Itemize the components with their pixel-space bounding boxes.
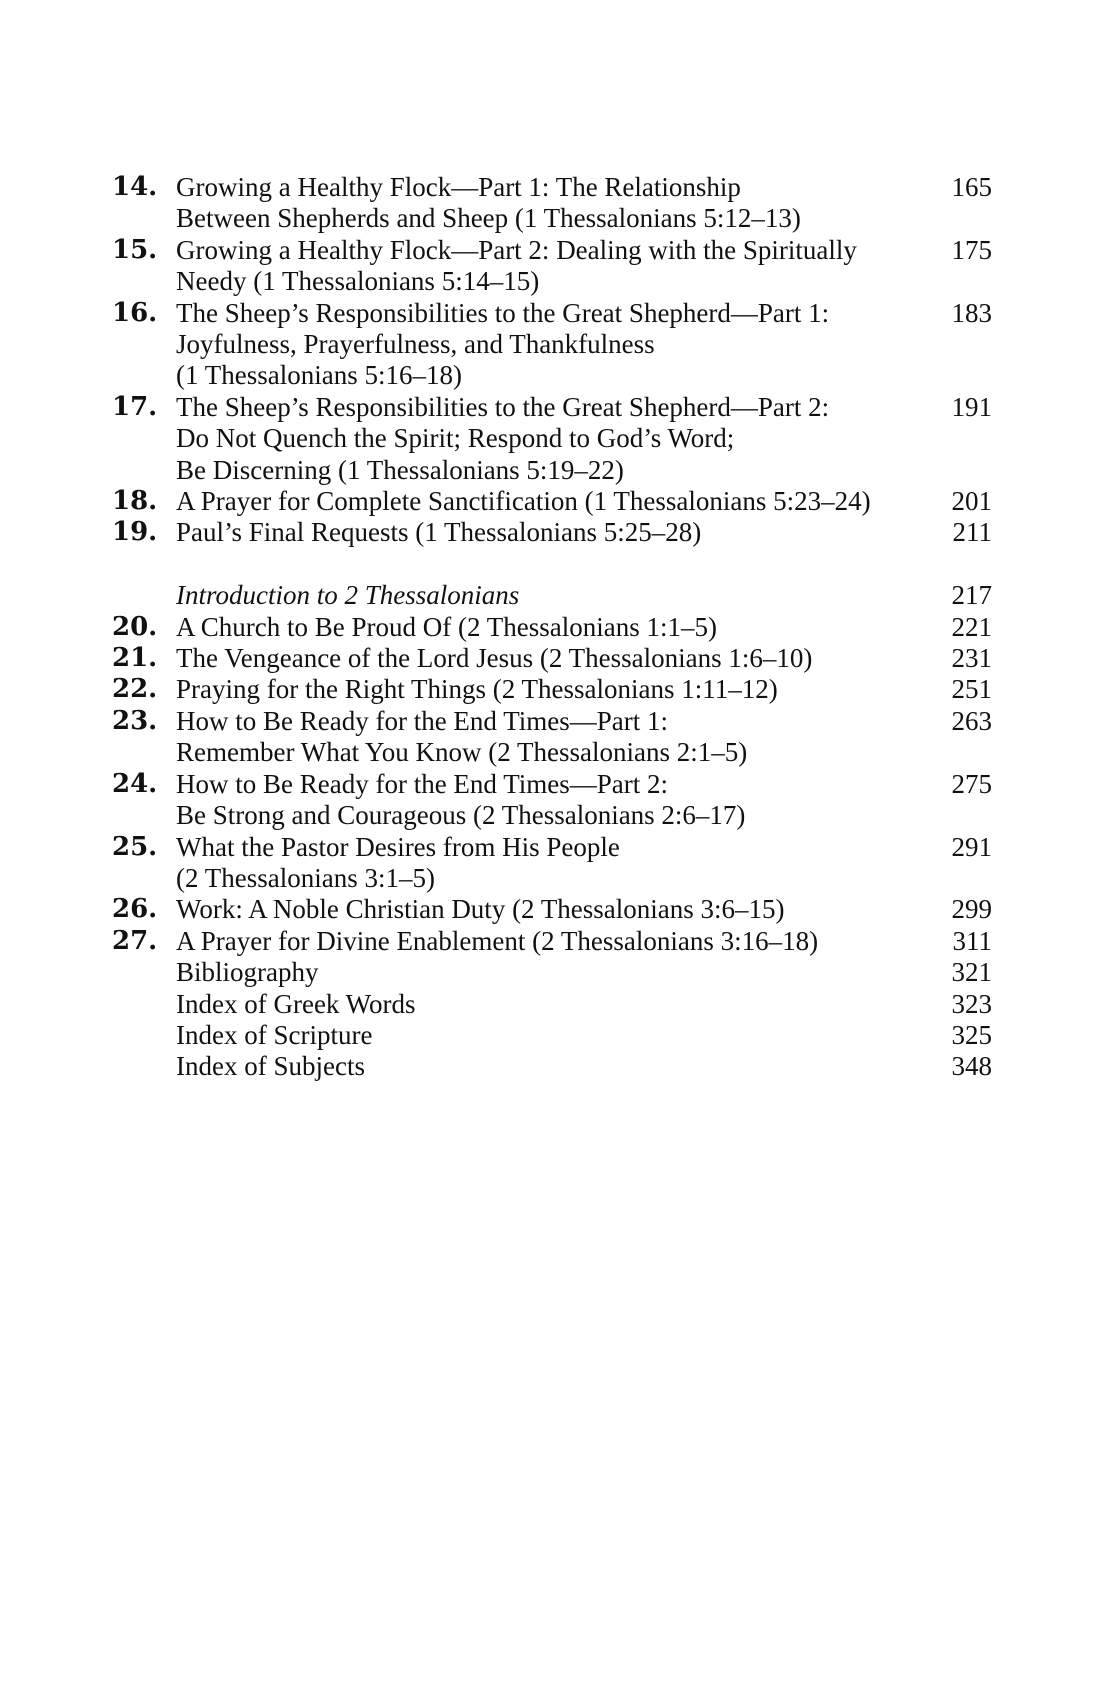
page-number: 191 xyxy=(951,391,992,422)
entry-title: How to Be Ready for the End Times—Part 2: Be Strong and Courageous (2 Thessalonians 2:6–17) xyxy=(176,768,746,831)
entry-title: Introduction to 2 Thessalonians xyxy=(176,580,520,611)
entry-title: Praying for the Right Things (2 Thessalonians 1:11–12) xyxy=(176,674,778,705)
toc-back-matter xyxy=(112,957,992,1083)
entry-title: The Sheep’s Responsibilities to the Great Shepherd—Part 2: Do Not Quench the Spirit; Respond to God’s Word; Be Discerning (1 Thessalonians 5:19–22) xyxy=(176,391,830,485)
chapter-number: 18. xyxy=(112,486,158,517)
chapter-number xyxy=(112,957,176,988)
entry-title: Index of Subjects xyxy=(176,1051,365,1082)
page-number: 221 xyxy=(951,611,992,642)
toc-entry xyxy=(112,832,992,895)
entry-title: The Sheep’s Responsibilities to the Great Shepherd—Part 1: Joyfulness, Prayerfulness, and Thankfulness (1 Thessalonians 5:16–18) xyxy=(176,297,830,391)
page-number: 175 xyxy=(951,234,992,265)
toc-group-1-thessalonians xyxy=(112,172,992,549)
toc-entry-introduction xyxy=(112,580,992,611)
page-number: 211 xyxy=(952,517,992,548)
entry-title: Bibliography xyxy=(176,957,319,988)
page-number: 348 xyxy=(951,1051,992,1082)
entry-title: A Prayer for Complete Sanctification (1 Thessalonians 5:23–24) xyxy=(176,486,871,517)
page-number: 251 xyxy=(951,674,992,705)
chapter-number: 16. xyxy=(112,297,158,328)
chapter-number: 20. xyxy=(112,611,158,642)
toc-entry xyxy=(112,926,992,957)
entry-title: Growing a Healthy Flock—Part 2: Dealing with the Spiritually Needy (1 Thessalonians 5:14–15) xyxy=(176,234,857,297)
toc-entry xyxy=(112,172,992,235)
page-number: 275 xyxy=(951,768,992,799)
entry-title: Work: A Noble Christian Duty (2 Thessalonians 3:6–15) xyxy=(176,894,785,925)
page-number: 299 xyxy=(951,894,992,925)
toc-entry xyxy=(112,486,992,517)
entry-title: What the Pastor Desires from His People (2 Thessalonians 3:1–5) xyxy=(176,831,620,893)
section-spacer xyxy=(112,549,992,580)
chapter-number: 15. xyxy=(112,234,158,265)
page-number: 321 xyxy=(951,957,992,988)
page-number: 217 xyxy=(951,580,992,611)
toc-entry xyxy=(112,674,992,705)
toc-entry xyxy=(112,1020,992,1051)
toc-entry xyxy=(112,517,992,548)
chapter-number: 27. xyxy=(112,925,158,956)
chapter-number xyxy=(112,989,176,1020)
entry-title: How to Be Ready for the End Times—Part 1: Remember What You Know (2 Thessalonians 2:1–5) xyxy=(176,705,748,768)
toc-entry xyxy=(112,957,992,988)
entry-title: Paul’s Final Requests (1 Thessalonians 5:25–28) xyxy=(176,517,702,548)
chapter-number: 25. xyxy=(112,831,158,862)
toc-entry xyxy=(112,643,992,674)
chapter-number xyxy=(112,1020,176,1051)
toc-entry xyxy=(112,989,992,1020)
page-number: 183 xyxy=(951,297,992,328)
page-number: 291 xyxy=(951,831,992,862)
page-number: 323 xyxy=(951,988,992,1019)
chapter-number: 14. xyxy=(112,172,158,202)
chapter-number: 19. xyxy=(112,517,158,548)
toc-entry xyxy=(112,392,992,486)
entry-title: The Vengeance of the Lord Jesus (2 Thessalonians 1:6–10) xyxy=(176,643,813,674)
entry-title: Growing a Healthy Flock—Part 1: The Relationship Between Shepherds and Sheep (1 Thessalonians 5:12–13) xyxy=(176,172,801,234)
page-number: 201 xyxy=(951,486,992,517)
chapter-number: 22. xyxy=(112,674,158,705)
chapter-number xyxy=(112,1051,176,1082)
table-of-contents xyxy=(112,172,992,1083)
toc-entry xyxy=(112,894,992,925)
chapter-number: 17. xyxy=(112,391,158,422)
entry-title: Index of Scripture xyxy=(176,1019,373,1050)
toc-entry xyxy=(112,706,992,769)
page-number: 325 xyxy=(951,1019,992,1050)
toc-entry xyxy=(112,1051,992,1082)
entry-title: A Church to Be Proud Of (2 Thessalonians 1:1–5) xyxy=(176,611,717,642)
chapter-number xyxy=(112,580,176,611)
entry-title: Index of Greek Words xyxy=(176,988,416,1019)
toc-group-2-thessalonians xyxy=(112,612,992,957)
page-number: 311 xyxy=(952,925,992,956)
chapter-number: 24. xyxy=(112,768,158,799)
toc-entry xyxy=(112,235,992,298)
page-number: 165 xyxy=(951,172,992,202)
toc-entry xyxy=(112,769,992,832)
toc-entry xyxy=(112,298,992,392)
page-number: 263 xyxy=(951,705,992,736)
toc-entry xyxy=(112,612,992,643)
page-number: 231 xyxy=(951,643,992,674)
chapter-number: 23. xyxy=(112,705,158,736)
chapter-number: 26. xyxy=(112,894,158,925)
chapter-number: 21. xyxy=(112,643,158,674)
entry-title: A Prayer for Divine Enablement (2 Thessalonians 3:16–18) xyxy=(176,925,819,956)
